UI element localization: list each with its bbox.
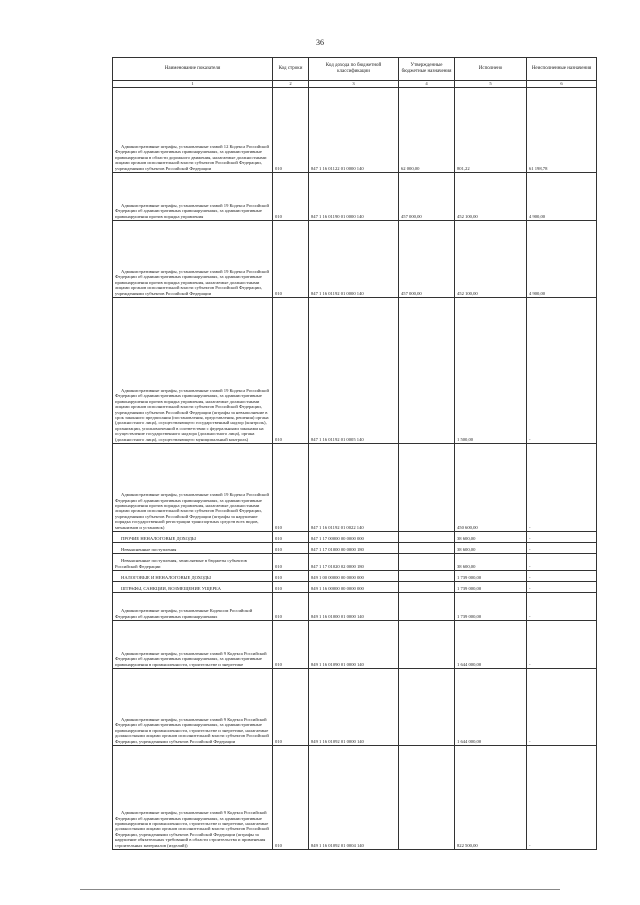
table-row <box>113 593 597 621</box>
row-executed: 38 600,00 <box>455 554 527 571</box>
row-approved <box>399 532 455 543</box>
row-name: Административные штрафы, установленные главой 19 Кодекса Российской Федерации об административных правонарушениях, за административные правонарушения против порядка управления, налагаемые должностными лицами органов исполнительной власти субъектов Российской Федерации, учреждениями субъектов Российской Федерации (штрафы за нарушение порядка государственной регистрации транспортных средств всех видов, механизмов и установок) <box>113 444 273 532</box>
row-executed: 1 500,00 <box>455 298 527 444</box>
row-name: Административные штрафы, установленные главой 19 Кодекса Российской Федерации об административных правонарушениях, за административные правонарушения против порядка управления, налагаемые должностными лицами органов исполнительной власти субъектов Российской Федерации, учреждениями субъектов Российской Федерации <box>113 221 273 298</box>
row-unexecuted: - <box>527 746 597 850</box>
scan-fold-line <box>80 889 560 890</box>
table-row <box>113 621 597 669</box>
row-line-code: 010 <box>273 582 309 593</box>
row-budget-code: 847 1 16 01122 01 0000 140 <box>309 88 399 173</box>
row-unexecuted: 61 198,78 <box>527 88 597 173</box>
row-name: Невыясненные поступления, зачисляемые в бюджеты субъектов Российской Федерации <box>113 554 273 571</box>
row-budget-code: 849 1 16 01090 01 0000 140 <box>309 621 399 669</box>
row-name: ПРОЧИЕ НЕНАЛОГОВЫЕ ДОХОДЫ <box>113 532 273 543</box>
row-executed: 1 644 000,00 <box>455 621 527 669</box>
table-row <box>113 173 597 221</box>
row-budget-code: 849 1 16 01000 01 0000 140 <box>309 593 399 621</box>
row-unexecuted: - <box>527 543 597 554</box>
row-approved <box>399 543 455 554</box>
row-name: Административные штрафы, установленные Кодексом Российской Федерации об административных правонарушениях <box>113 593 273 621</box>
row-line-code: 010 <box>273 621 309 669</box>
row-approved: 457 000,00 <box>399 173 455 221</box>
row-approved <box>399 746 455 850</box>
row-approved: 457 000,00 <box>399 221 455 298</box>
row-approved <box>399 621 455 669</box>
budget-report-table <box>112 57 597 850</box>
row-line-code: 010 <box>273 444 309 532</box>
table-row <box>113 554 597 571</box>
row-unexecuted: - <box>527 582 597 593</box>
row-approved <box>399 582 455 593</box>
table-body <box>113 88 597 850</box>
row-approved <box>399 298 455 444</box>
column-number-row <box>113 81 597 88</box>
row-executed: 1 644 000,00 <box>455 669 527 746</box>
row-executed: 452 100,00 <box>455 221 527 298</box>
row-name: Административные штрафы, установленные главой 12 Кодекса Российской Федерации об административных правонарушениях, за административные правонарушения в области дорожного движения, налагаемые должностными лицами органов исполнительной власти субъектов Российской Федерации, учреждениями субъектов Российской Федерации <box>113 88 273 173</box>
row-name: Административные штрафы, установленные главой 19 Кодекса Российской Федерации об административных правонарушениях, за административные правонарушения против порядка управления <box>113 173 273 221</box>
table-row <box>113 532 597 543</box>
row-line-code: 010 <box>273 593 309 621</box>
row-unexecuted: - <box>527 669 597 746</box>
row-budget-code: 847 1 16 01192 01 0022 140 <box>309 444 399 532</box>
row-budget-code: 849 1 16 00000 00 0000 000 <box>309 582 399 593</box>
table-row <box>113 444 597 532</box>
row-name: Административные штрафы, установленные главой 9 Кодекса Российской Федерации об административных правонарушениях, за административные правонарушения в промышленности, строительстве и энергетике, налагаемые должностными лицами органов исполнительной власти субъектов Российской Федерации, учреждениями субъектов Российской Федерации <box>113 669 273 746</box>
table-row <box>113 543 597 554</box>
header-row <box>113 58 597 81</box>
table-row <box>113 221 597 298</box>
row-line-code: 010 <box>273 669 309 746</box>
table-row <box>113 746 597 850</box>
table-row <box>113 582 597 593</box>
column-number: 5 <box>455 81 527 88</box>
row-unexecuted: - <box>527 554 597 571</box>
row-executed: 1 739 000,00 <box>455 593 527 621</box>
row-line-code: 010 <box>273 298 309 444</box>
row-approved <box>399 669 455 746</box>
row-executed: 822 500,00 <box>455 746 527 850</box>
column-number: 1 <box>113 81 273 88</box>
row-line-code: 010 <box>273 543 309 554</box>
column-number: 4 <box>399 81 455 88</box>
row-unexecuted: - <box>527 532 597 543</box>
header-unexecuted: Неисполненные назначения <box>527 58 597 81</box>
row-budget-code: 847 1 16 01192 01 0000 140 <box>309 221 399 298</box>
header-name: Наименование показателя <box>113 58 273 81</box>
row-budget-code: 847 1 17 01000 00 0000 180 <box>309 543 399 554</box>
page-number: 36 <box>316 38 324 47</box>
row-budget-code: 847 1 17 01020 02 0000 180 <box>309 554 399 571</box>
row-budget-code: 849 1 00 00000 00 0000 000 <box>309 571 399 582</box>
row-line-code: 010 <box>273 88 309 173</box>
row-name: НАЛОГОВЫЕ И НЕНАЛОГОВЫЕ ДОХОДЫ <box>113 571 273 582</box>
header-budget-code: Код дохода по бюджетной классификации <box>309 58 399 81</box>
row-unexecuted: - <box>527 571 597 582</box>
row-unexecuted: 4 900,00 <box>527 221 597 298</box>
row-approved <box>399 593 455 621</box>
row-executed: 38 600,00 <box>455 532 527 543</box>
header-approved: Утвержденные бюджетные назначения <box>399 58 455 81</box>
header-executed: Исполнено <box>455 58 527 81</box>
row-budget-code: 849 1 16 01092 01 0000 140 <box>309 669 399 746</box>
column-number: 2 <box>273 81 309 88</box>
row-unexecuted: - <box>527 298 597 444</box>
row-unexecuted: - <box>527 444 597 532</box>
row-executed: 452 100,00 <box>455 173 527 221</box>
row-line-code: 010 <box>273 746 309 850</box>
row-unexecuted: - <box>527 621 597 669</box>
row-budget-code: 847 1 16 01190 01 0000 140 <box>309 173 399 221</box>
row-unexecuted: 4 900,00 <box>527 173 597 221</box>
row-approved <box>399 554 455 571</box>
row-line-code: 010 <box>273 571 309 582</box>
row-line-code: 010 <box>273 554 309 571</box>
row-name: ШТРАФЫ, САНКЦИИ, ВОЗМЕЩЕНИЕ УЩЕРБА <box>113 582 273 593</box>
row-approved: 62 000,00 <box>399 88 455 173</box>
row-line-code: 010 <box>273 221 309 298</box>
header-line-code: Код строки <box>273 58 309 81</box>
table-row <box>113 88 597 173</box>
row-executed: 450 600,00 <box>455 444 527 532</box>
row-name: Невыясненные поступления <box>113 543 273 554</box>
row-executed: 38 600,00 <box>455 543 527 554</box>
row-executed: 801,22 <box>455 88 527 173</box>
table-row <box>113 571 597 582</box>
row-approved <box>399 444 455 532</box>
row-budget-code: 849 1 16 01092 01 0004 140 <box>309 746 399 850</box>
row-budget-code: 847 1 17 00000 00 0000 000 <box>309 532 399 543</box>
column-number: 3 <box>309 81 399 88</box>
row-budget-code: 847 1 16 01192 01 0005 140 <box>309 298 399 444</box>
row-unexecuted: - <box>527 593 597 621</box>
row-line-code: 010 <box>273 532 309 543</box>
row-executed: 1 739 000,00 <box>455 582 527 593</box>
row-name: Административные штрафы, установленные главой 19 Кодекса Российской Федерации об административных правонарушениях, за административные правонарушения против порядка управления, налагаемые должностными лицами органов исполнительной власти субъектов Российской Федерации, учреждениями субъектов Российской Федерации (штрафы за невыполнение в срок законного предписания (постановления, представления, решения) органа (должностного лица), осуществляющего государственный надзор (контроль), организации, уполномоченной в соответствии с федеральными законами на осуществление государственного надзора (должностного лица), органа (должностного лица), осуществляющего муниципальный контроль) <box>113 298 273 444</box>
row-name: Административные штрафы, установленные главой 9 Кодекса Российской Федерации об административных правонарушениях, за административные правонарушения в промышленности, строительстве и энергетике, налагаемые должностными лицами органов исполнительной власти субъектов Российской Федерации, учреждениями субъектов Российской Федерации (штрафы за нарушение обязательных требований в области строительства и применения строительных материалов (изделий)) <box>113 746 273 850</box>
row-approved <box>399 571 455 582</box>
column-number: 6 <box>527 81 597 88</box>
row-name: Административные штрафы, установленные главой 9 Кодекса Российской Федерации об административных правонарушениях, за административные правонарушения в промышленности, строительстве и энергетике <box>113 621 273 669</box>
table-row <box>113 298 597 444</box>
row-executed: 1 739 000,00 <box>455 571 527 582</box>
table-row <box>113 669 597 746</box>
row-line-code: 010 <box>273 173 309 221</box>
